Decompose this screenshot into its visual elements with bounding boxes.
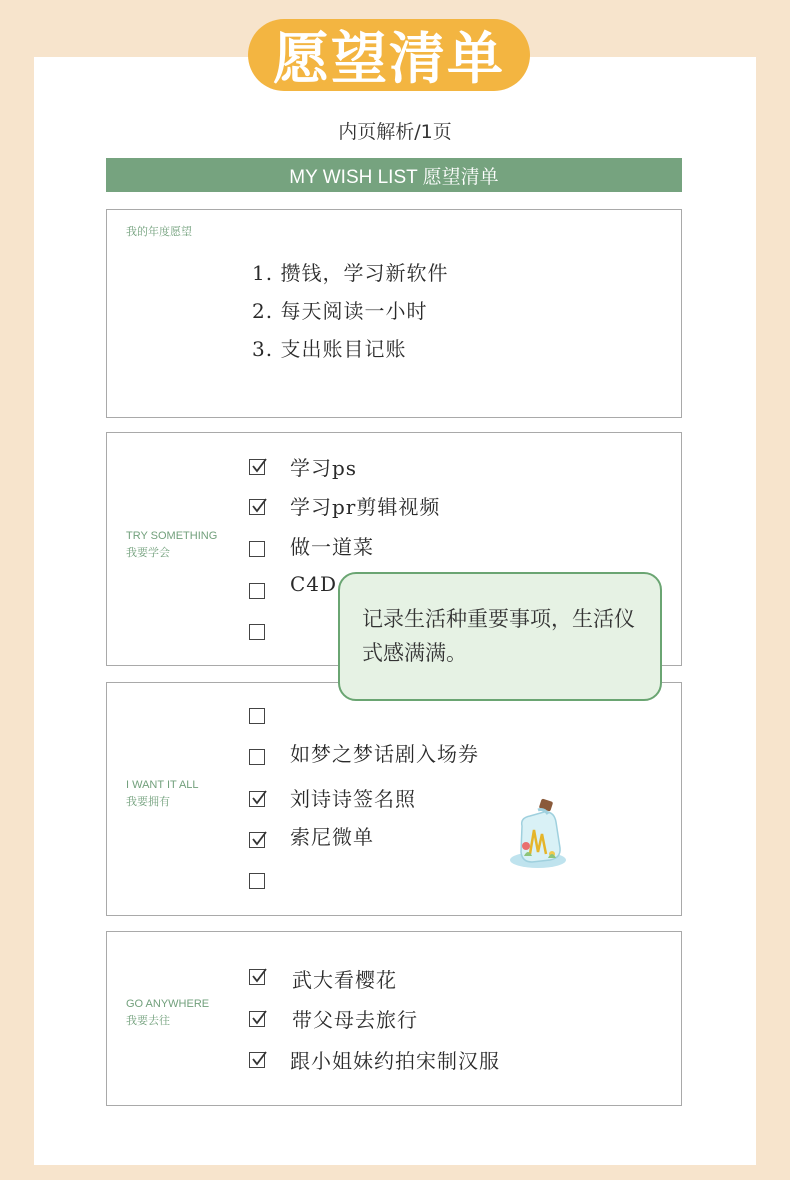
- go-item: 跟小姐妹约拍宋制汉服: [290, 1049, 500, 1073]
- checkbox-checked[interactable]: [249, 1011, 265, 1027]
- learn-item: C4D: [290, 572, 338, 596]
- go-item: 武大看樱花: [292, 968, 397, 992]
- try-something-label-cn: 我要学会: [126, 547, 170, 559]
- checkbox-unchecked[interactable]: [249, 873, 265, 889]
- go-anywhere-label-cn: 我要去往: [126, 1015, 170, 1027]
- annual-wish-item: 3. 支出账目记账: [252, 337, 407, 361]
- want-item: 刘诗诗签名照: [290, 787, 416, 811]
- checkbox-checked[interactable]: [249, 791, 265, 807]
- callout-text: 记录生活种重要事项，生活仪式感满满。: [362, 607, 635, 665]
- go-anywhere-label-en: GO ANYWHERE: [126, 998, 210, 1010]
- want-it-all-label-cn: 我要拥有: [126, 796, 170, 808]
- annual-wish-item: 1. 攒钱，学习新软件: [252, 261, 449, 285]
- learn-item: 学习ps: [290, 456, 358, 480]
- annual-wish-item: 2. 每天阅读一小时: [252, 299, 428, 323]
- annual-wish-label: 我的年度愿望: [126, 226, 192, 238]
- try-something-label-en: TRY SOMETHING: [126, 530, 218, 542]
- checkbox-checked[interactable]: [249, 499, 265, 515]
- checkbox-unchecked[interactable]: [249, 749, 265, 765]
- go-item: 带父母去旅行: [292, 1008, 418, 1032]
- callout-bubble: [338, 572, 662, 701]
- page-title: 愿望清单: [248, 19, 530, 91]
- checkbox-unchecked[interactable]: [249, 583, 265, 599]
- checkbox-unchecked[interactable]: [249, 708, 265, 724]
- wish-list-banner: MY WISH LIST 愿望清单: [106, 158, 682, 192]
- bottle-illustration: [508, 796, 570, 872]
- checkbox-checked[interactable]: [249, 459, 265, 475]
- learn-item: 学习pr剪辑视频: [290, 495, 441, 519]
- want-item: 索尼微单: [290, 825, 374, 849]
- learn-item: 做一道菜: [290, 535, 374, 559]
- want-item: 如梦之梦话剧入场券: [290, 742, 479, 766]
- checkbox-checked[interactable]: [249, 1052, 265, 1068]
- page-subtitle: 内页解析/1页: [338, 121, 452, 143]
- checkbox-checked[interactable]: [249, 832, 265, 848]
- want-it-all-label-en: I WANT IT ALL: [126, 779, 199, 791]
- checkbox-checked[interactable]: [249, 969, 265, 985]
- checkbox-unchecked[interactable]: [249, 624, 265, 640]
- checkbox-unchecked[interactable]: [249, 541, 265, 557]
